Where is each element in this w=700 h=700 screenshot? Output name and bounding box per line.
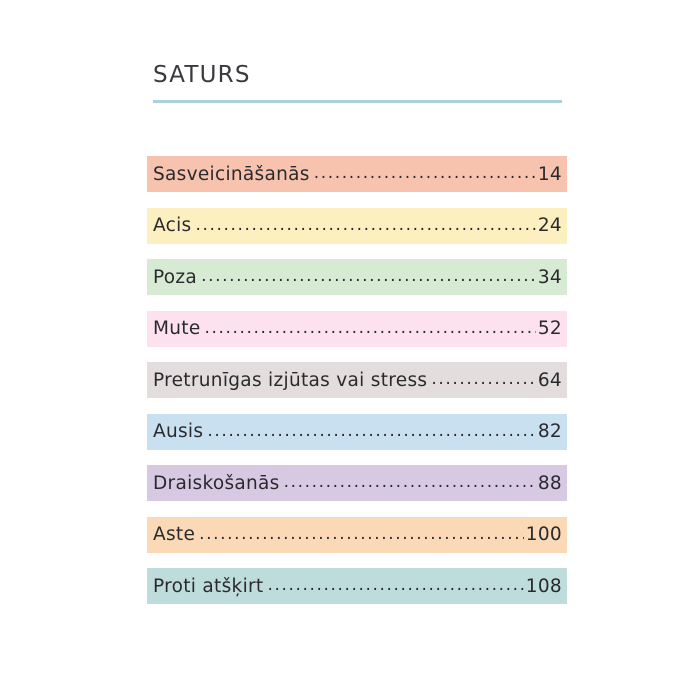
- toc-entry-page: 34: [537, 266, 562, 288]
- toc-entry-page: 88: [537, 472, 562, 494]
- toc-entry-page: 100: [525, 524, 562, 545]
- toc-entry-title: Pretrunīgas izjūtas vai stress: [153, 369, 428, 391]
- dot-leader: [201, 266, 536, 288]
- toc-entry-page: 24: [537, 215, 562, 236]
- dot-leader: [431, 369, 536, 391]
- toc-entry-proti-atskirt[interactable]: [147, 568, 567, 604]
- toc-entry-title: Mute: [153, 318, 201, 339]
- toc-entry-title: Proti atšķirt: [153, 575, 264, 597]
- dot-leader: [207, 421, 536, 443]
- toc-entry-poza[interactable]: [147, 259, 567, 295]
- dot-leader: [199, 524, 524, 546]
- dot-leader: [314, 163, 536, 185]
- toc-entry-title: Draiskošanās: [153, 472, 280, 494]
- toc-entry-page: 82: [537, 421, 562, 442]
- toc-entry-ausis[interactable]: [147, 414, 567, 450]
- page-title: SATURS: [153, 62, 251, 88]
- toc-entry-page: 64: [537, 369, 562, 391]
- toc-entry-pretrunigas-izjutas[interactable]: [147, 362, 567, 398]
- toc-entry-page: 14: [537, 163, 562, 185]
- toc-entry-title: Ausis: [153, 421, 204, 442]
- title-underline: [153, 100, 562, 103]
- toc-entry-title: Aste: [153, 524, 196, 545]
- toc-entry-sasveicinasanas[interactable]: [147, 156, 567, 192]
- dot-leader: [195, 215, 535, 237]
- toc-entry-aste[interactable]: [147, 517, 567, 553]
- table-of-contents: [147, 156, 567, 620]
- dot-leader: [267, 575, 523, 597]
- toc-entry-acis[interactable]: [147, 208, 567, 244]
- toc-entry-title: Sasveicināšanās: [153, 163, 310, 185]
- toc-entry-title: Poza: [153, 266, 198, 288]
- toc-entry-title: Acis: [153, 215, 192, 236]
- dot-leader: [284, 472, 536, 494]
- toc-entry-draiskosanas[interactable]: [147, 465, 567, 501]
- dot-leader: [205, 318, 536, 340]
- toc-entry-page: 108: [525, 575, 562, 597]
- toc-entry-page: 52: [537, 318, 562, 339]
- toc-entry-mute[interactable]: [147, 311, 567, 347]
